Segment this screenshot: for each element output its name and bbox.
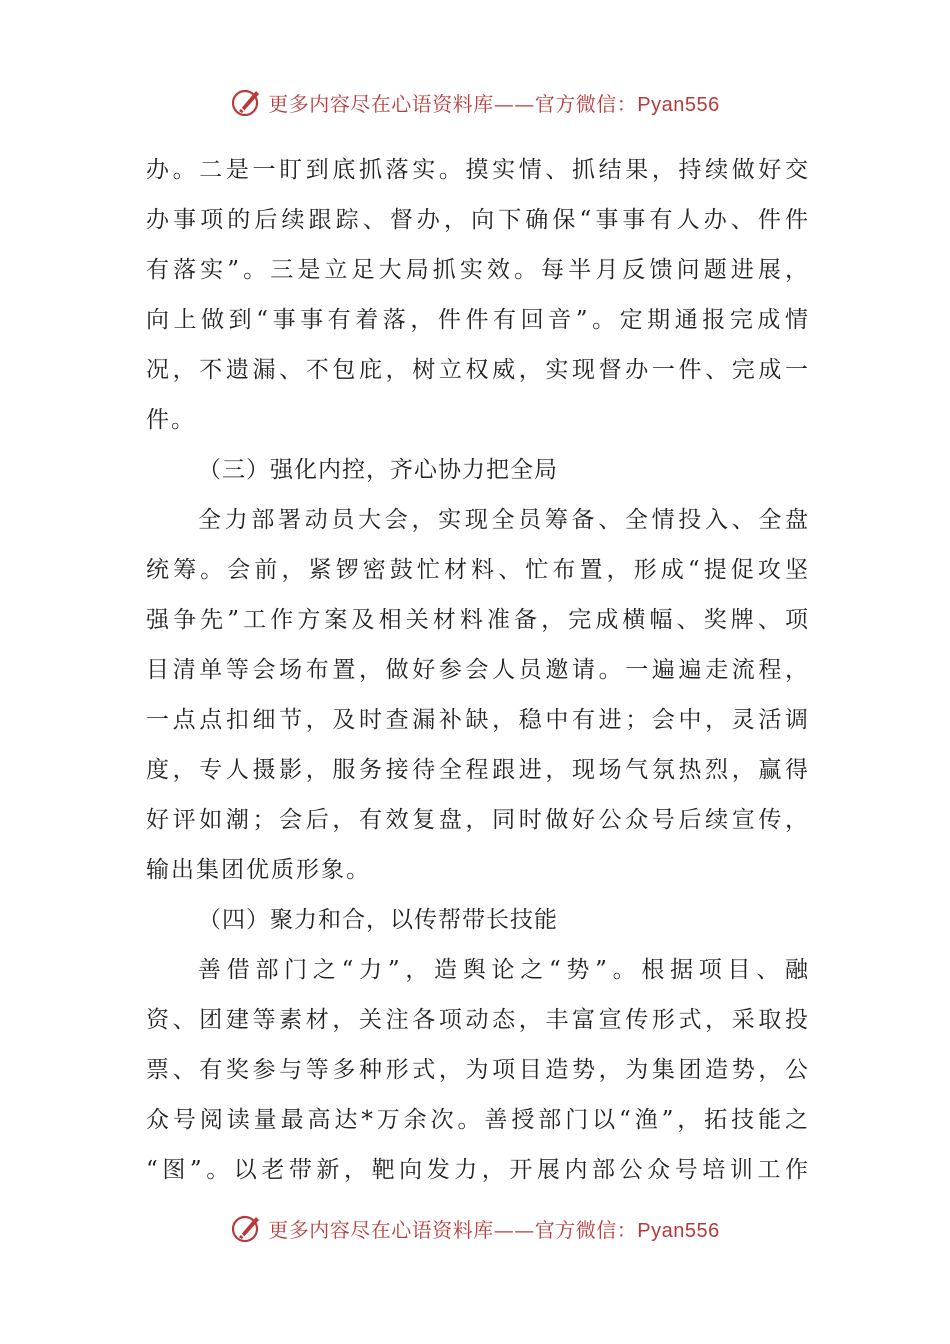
paragraph-line: 度，专人摄影，服务接待全程跟进，现场气氛热烈，赢得: [146, 757, 810, 783]
paragraph-line: 况，不遗漏、不包庇，树立权威，实现督办一件、完成一: [146, 357, 810, 383]
paragraph-line: 众号阅读量最高达*万余次。善授部门以“渔”，拓技能之: [146, 1107, 810, 1133]
paragraph-line: 好评如潮；会后，有效复盘，同时做好公众号后续宣传，: [146, 807, 810, 833]
watermark-wechat-id: Pyan556: [637, 1219, 720, 1242]
paragraph-line: 有落实”。三是立足大局抓实效。每半月反馈问题进展，: [146, 257, 810, 283]
watermark-brand: 更多内容尽在心语资料库: [268, 1217, 494, 1242]
paragraph-line-last: 件。: [146, 407, 196, 433]
paragraph-line-first: 善借部门之“力”，造舆论之“势”。根据项目、融: [198, 957, 810, 983]
paragraph-line: 强争先”工作方案及相关材料准备，完成横幅、奖牌、项: [146, 607, 810, 633]
quill-pen-circle-icon: [230, 85, 264, 119]
paragraph-line-first: 全力部署动员大会，实现全员筹备、全情投入、全盘: [198, 507, 810, 533]
paragraph-line: 目清单等会场布置，做好参会人员邀请。一遍遍走流程，: [146, 657, 810, 683]
watermark-brand: 更多内容尽在心语资料库: [268, 91, 494, 116]
document-body: [146, 145, 810, 1195]
watermark-wechat-label: 官方微信：: [534, 1217, 638, 1242]
paragraph-line: 向上做到“事事有着落，件件有回音”。定期通报完成情: [146, 307, 810, 333]
header-watermark-banner: [0, 82, 950, 122]
paragraph-line: 一点点扣细节，及时查漏补缺，稳中有进；会中，灵活调: [146, 707, 810, 733]
watermark-dash: ——: [493, 1217, 535, 1242]
paragraph-line: 资、团建等素材，关注各项动态，丰富宣传形式，采取投: [146, 1007, 810, 1033]
section-heading: （四）聚力和合，以传帮带长技能: [198, 907, 558, 933]
paragraph-line: “图”。以老带新，靶向发力，开展内部公众号培训工作: [146, 1157, 810, 1183]
paragraph-line: 办。二是一盯到底抓落实。摸实情、抓结果，持续做好交: [146, 157, 810, 183]
paragraph-line: 办事项的后续跟踪、督办，向下确保“事事有人办、件件: [146, 207, 810, 233]
watermark-wechat-label: 官方微信：: [534, 91, 638, 116]
quill-pen-circle-icon: [230, 1211, 264, 1245]
paragraph-line: 票、有奖参与等多种形式，为项目造势，为集团造势，公: [146, 1057, 810, 1083]
section-heading: （三）强化内控，齐心协力把全局: [198, 457, 558, 483]
paragraph-line: 统筹。会前，紧锣密鼓忙材料、忙布置，形成“提促攻坚: [146, 557, 810, 583]
watermark-wechat-id: Pyan556: [637, 93, 720, 116]
watermark-text: [268, 1214, 719, 1243]
footer-watermark-banner: [0, 1208, 950, 1248]
watermark-dash: ——: [493, 91, 535, 116]
paragraph-line-last: 输出集团优质形象。: [146, 857, 371, 883]
watermark-text: [268, 88, 719, 117]
